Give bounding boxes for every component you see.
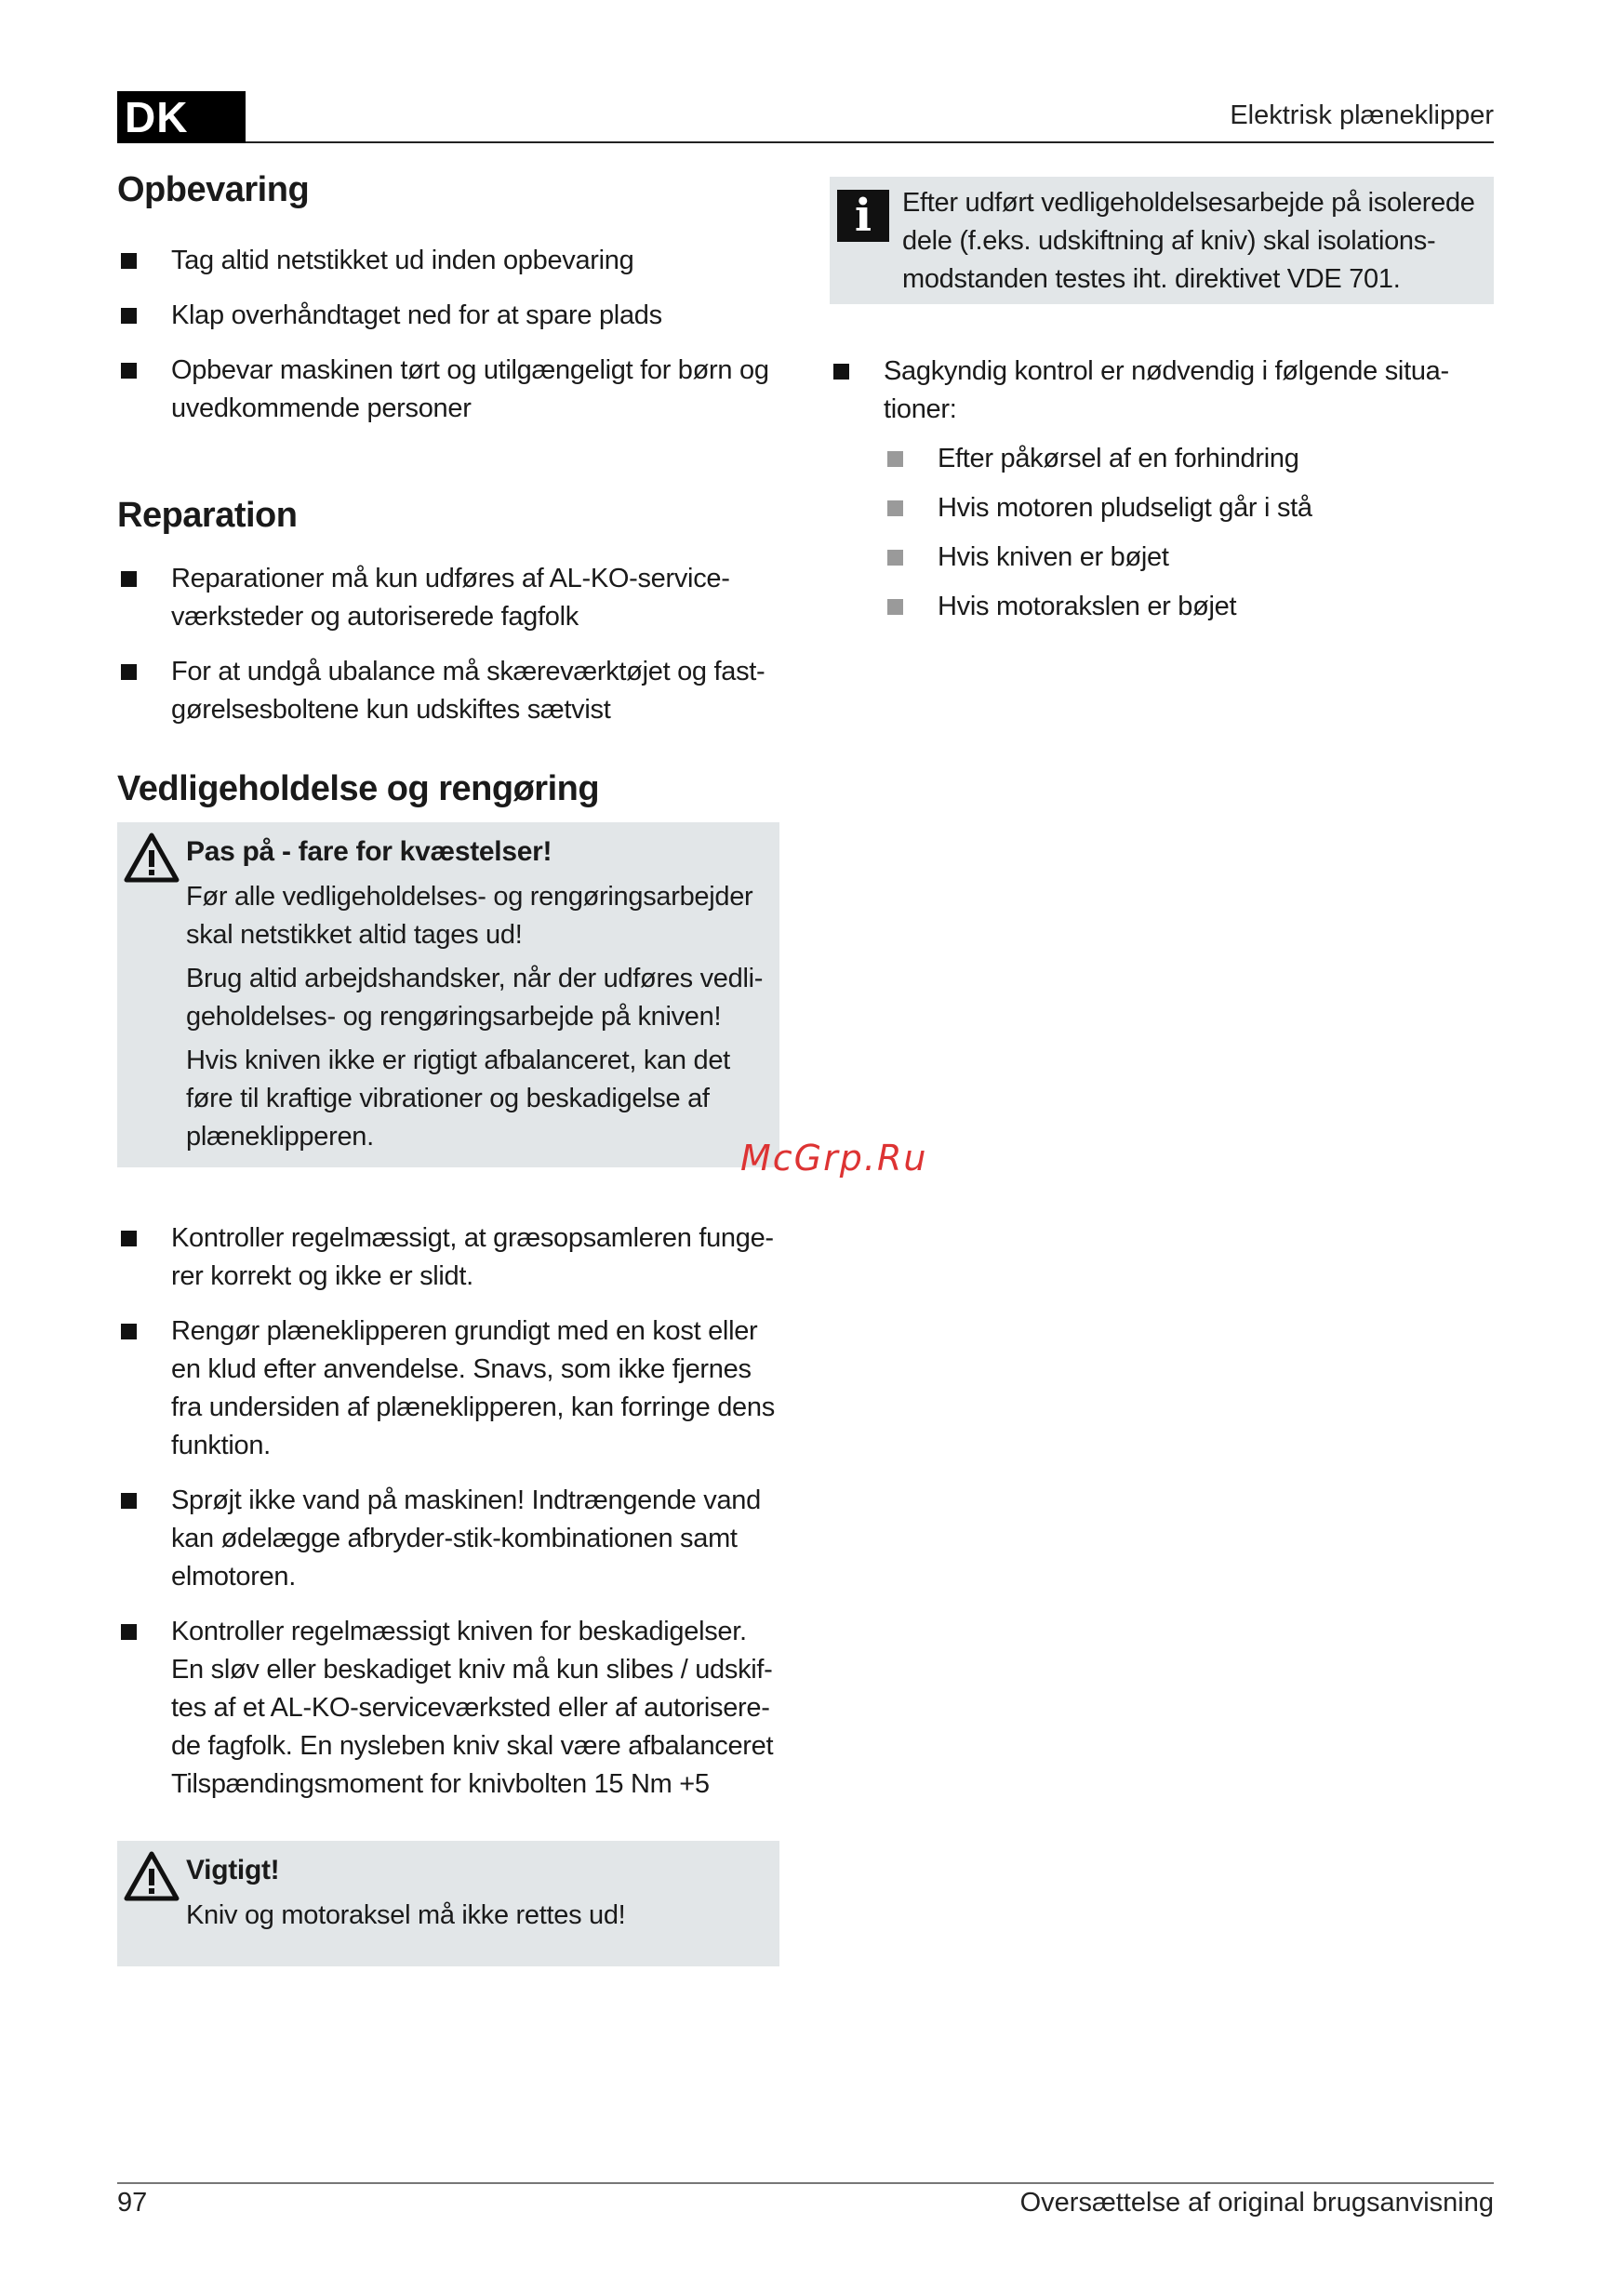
list-item	[117, 1219, 779, 1296]
language-badge: DK	[117, 91, 246, 143]
header-divider	[246, 141, 1494, 143]
right-column	[830, 167, 1494, 643]
important-box	[117, 1841, 779, 1966]
bullet-square-icon	[121, 363, 137, 379]
sub-list-item-text: Hvis kniven er bøjet	[938, 542, 1169, 572]
inspection-list	[830, 353, 1494, 626]
maintenance-section	[117, 766, 779, 1966]
sub-list-item	[884, 588, 1494, 626]
sub-list-item-text: Hvis motoren pludseligt går i stå	[938, 493, 1312, 523]
warning-triangle-icon	[123, 832, 180, 884]
bullet-square-icon	[887, 550, 903, 566]
list-item-text: Reparationer må kun udføres af AL-KO-service-værksteder og autoriserede fagfolk	[171, 564, 730, 632]
bullet-square-icon	[121, 1493, 137, 1509]
list-item	[117, 242, 779, 280]
repair-section	[117, 493, 779, 729]
list-item-text: Klap overhåndtaget ned for at spare plads	[171, 300, 662, 330]
repair-heading: Reparation	[117, 496, 298, 535]
warning-paragraph: Brug altid arbejdshandsker, når der udføres vedli-geholdelses- og rengøringsarbejde på kniven!	[186, 964, 764, 1032]
list-item	[830, 353, 1494, 626]
bullet-square-icon	[121, 1231, 137, 1246]
storage-list	[117, 242, 779, 428]
bullet-square-icon	[887, 451, 903, 467]
warning-title: Pas på - fare for kvæstelser!	[186, 836, 552, 867]
footer-divider	[117, 2182, 1494, 2184]
bullet-square-icon	[121, 664, 137, 680]
storage-heading: Opbevaring	[117, 170, 310, 209]
bullet-square-icon	[887, 500, 903, 516]
list-item-text: Sprøjt ikke vand på maskinen! Indtrængende vand kan ødelægge afbryder-stik-kombinationen samt elmotoren.	[171, 1485, 761, 1592]
important-title: Vigtigt!	[186, 1855, 280, 1885]
sub-list-item-text: Hvis motorakslen er bøjet	[938, 592, 1237, 621]
maintenance-list	[117, 1219, 779, 1804]
list-item	[117, 352, 779, 428]
maintenance-heading: Vedligeholdelse og rengøring	[117, 769, 600, 808]
important-text: Kniv og motoraksel må ikke rettes ud!	[186, 1900, 626, 1930]
sub-list-item	[884, 539, 1494, 577]
bullet-square-icon	[121, 571, 137, 587]
list-item	[117, 1482, 779, 1596]
bullet-square-icon	[121, 308, 137, 324]
bullet-square-icon	[121, 1324, 137, 1339]
list-item	[117, 1312, 779, 1465]
bullet-square-icon	[121, 1624, 137, 1640]
warning-triangle-icon	[123, 1850, 180, 1902]
left-column	[117, 167, 779, 1966]
list-item-text: Rengør plæneklipperen grundigt med en kost eller en klud efter anvendelse. Snavs, som ikke fjernes fra undersiden af plæneklipperen, kan forringe dens funktion.	[171, 1316, 775, 1460]
storage-section	[117, 167, 779, 428]
bullet-square-icon	[833, 364, 849, 380]
footer-text: Oversættelse af original brugsanvisning	[1019, 2188, 1494, 2218]
info-text: Efter udført vedligeholdelsesarbejde på isolerede dele (f.eks. udskiftning af kniv) skal isolations-modstanden testes iht. direktivet VDE 701.	[902, 188, 1475, 294]
list-item-text: Sagkyndig kontrol er nødvendig i følgende situa-tioner:	[884, 356, 1449, 424]
warning-paragraph: Før alle vedligeholdelses- og rengøringsarbejder skal netstikket altid tages ud!	[186, 882, 753, 950]
page-number: 97	[117, 2188, 148, 2218]
list-item-text: Tag altid netstikket ud inden opbevaring	[171, 246, 634, 275]
info-icon: i	[837, 190, 889, 242]
list-item	[117, 297, 779, 335]
list-item-text: For at undgå ubalance må skæreværktøjet og fast-gørelsesboltene kun udskiftes sætvist	[171, 657, 765, 725]
sub-list-item-text: Efter påkørsel af en forhindring	[938, 444, 1299, 473]
list-item	[117, 560, 779, 636]
bullet-square-icon	[887, 599, 903, 615]
list-item-text: Kontroller regelmæssigt kniven for beskadigelser. En sløv eller beskadiget kniv må kun slibes / udskif-tes af et AL-KO-serviceværksted eller af autorisere-de fagfolk. En nysleben kniv skal være afbalanceret Tilspændingsmoment for knivbolten 15 Nm +5	[171, 1617, 774, 1799]
repair-list	[117, 560, 779, 729]
list-item-text: Kontroller regelmæssigt, at græsopsamleren funge-rer korrekt og ikke er slidt.	[171, 1223, 774, 1291]
watermark: McGrp.Ru	[740, 1138, 928, 1179]
inspection-sub-list	[884, 440, 1494, 626]
injury-warning-box	[117, 822, 779, 1167]
sub-list-item	[884, 440, 1494, 478]
list-item	[117, 653, 779, 729]
list-item	[117, 1613, 779, 1804]
bullet-square-icon	[121, 253, 137, 269]
info-box	[830, 177, 1494, 304]
header-title: Elektrisk plæneklipper	[1230, 100, 1494, 130]
sub-list-item	[884, 489, 1494, 527]
list-item-text: Opbevar maskinen tørt og utilgængeligt for børn og uvedkommende personer	[171, 355, 769, 423]
warning-paragraph: Hvis kniven ikke er rigtigt afbalanceret, kan det føre til kraftige vibrationer og beskadigelse af plæneklipperen.	[186, 1046, 730, 1152]
